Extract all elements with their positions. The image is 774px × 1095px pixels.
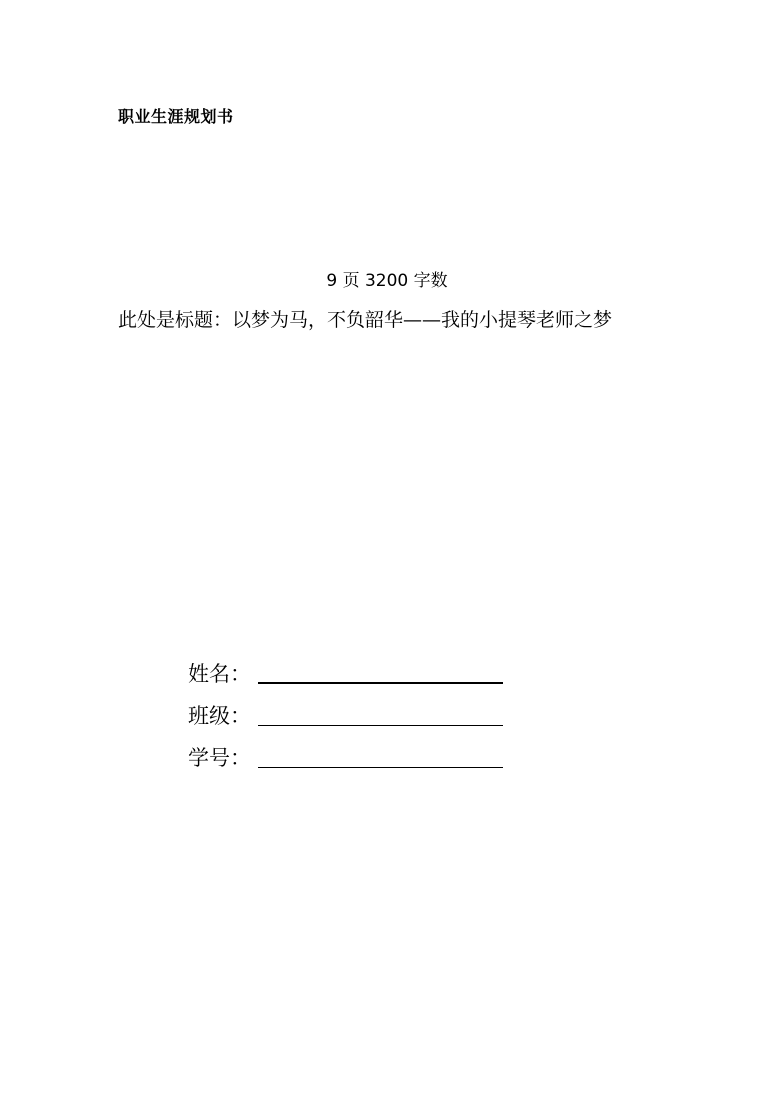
- student-id-label: 学号：: [188, 746, 251, 770]
- student-id-field-line[interactable]: [258, 767, 503, 768]
- name-label: 姓名：: [188, 662, 251, 686]
- form-row-class: [188, 688, 503, 730]
- student-info-form: [188, 646, 503, 772]
- class-label: 班级：: [188, 704, 251, 728]
- page-word-count: 9 页 3200 字数: [326, 271, 448, 291]
- form-row-student-id: [188, 730, 503, 772]
- class-field-line[interactable]: [258, 725, 503, 726]
- header-title: 职业生涯规划书: [118, 107, 234, 126]
- form-row-name: [188, 646, 503, 688]
- name-field-line[interactable]: [258, 682, 503, 684]
- document-title: 此处是标题：以梦为马，不负韶华——我的小提琴老师之梦: [118, 309, 613, 331]
